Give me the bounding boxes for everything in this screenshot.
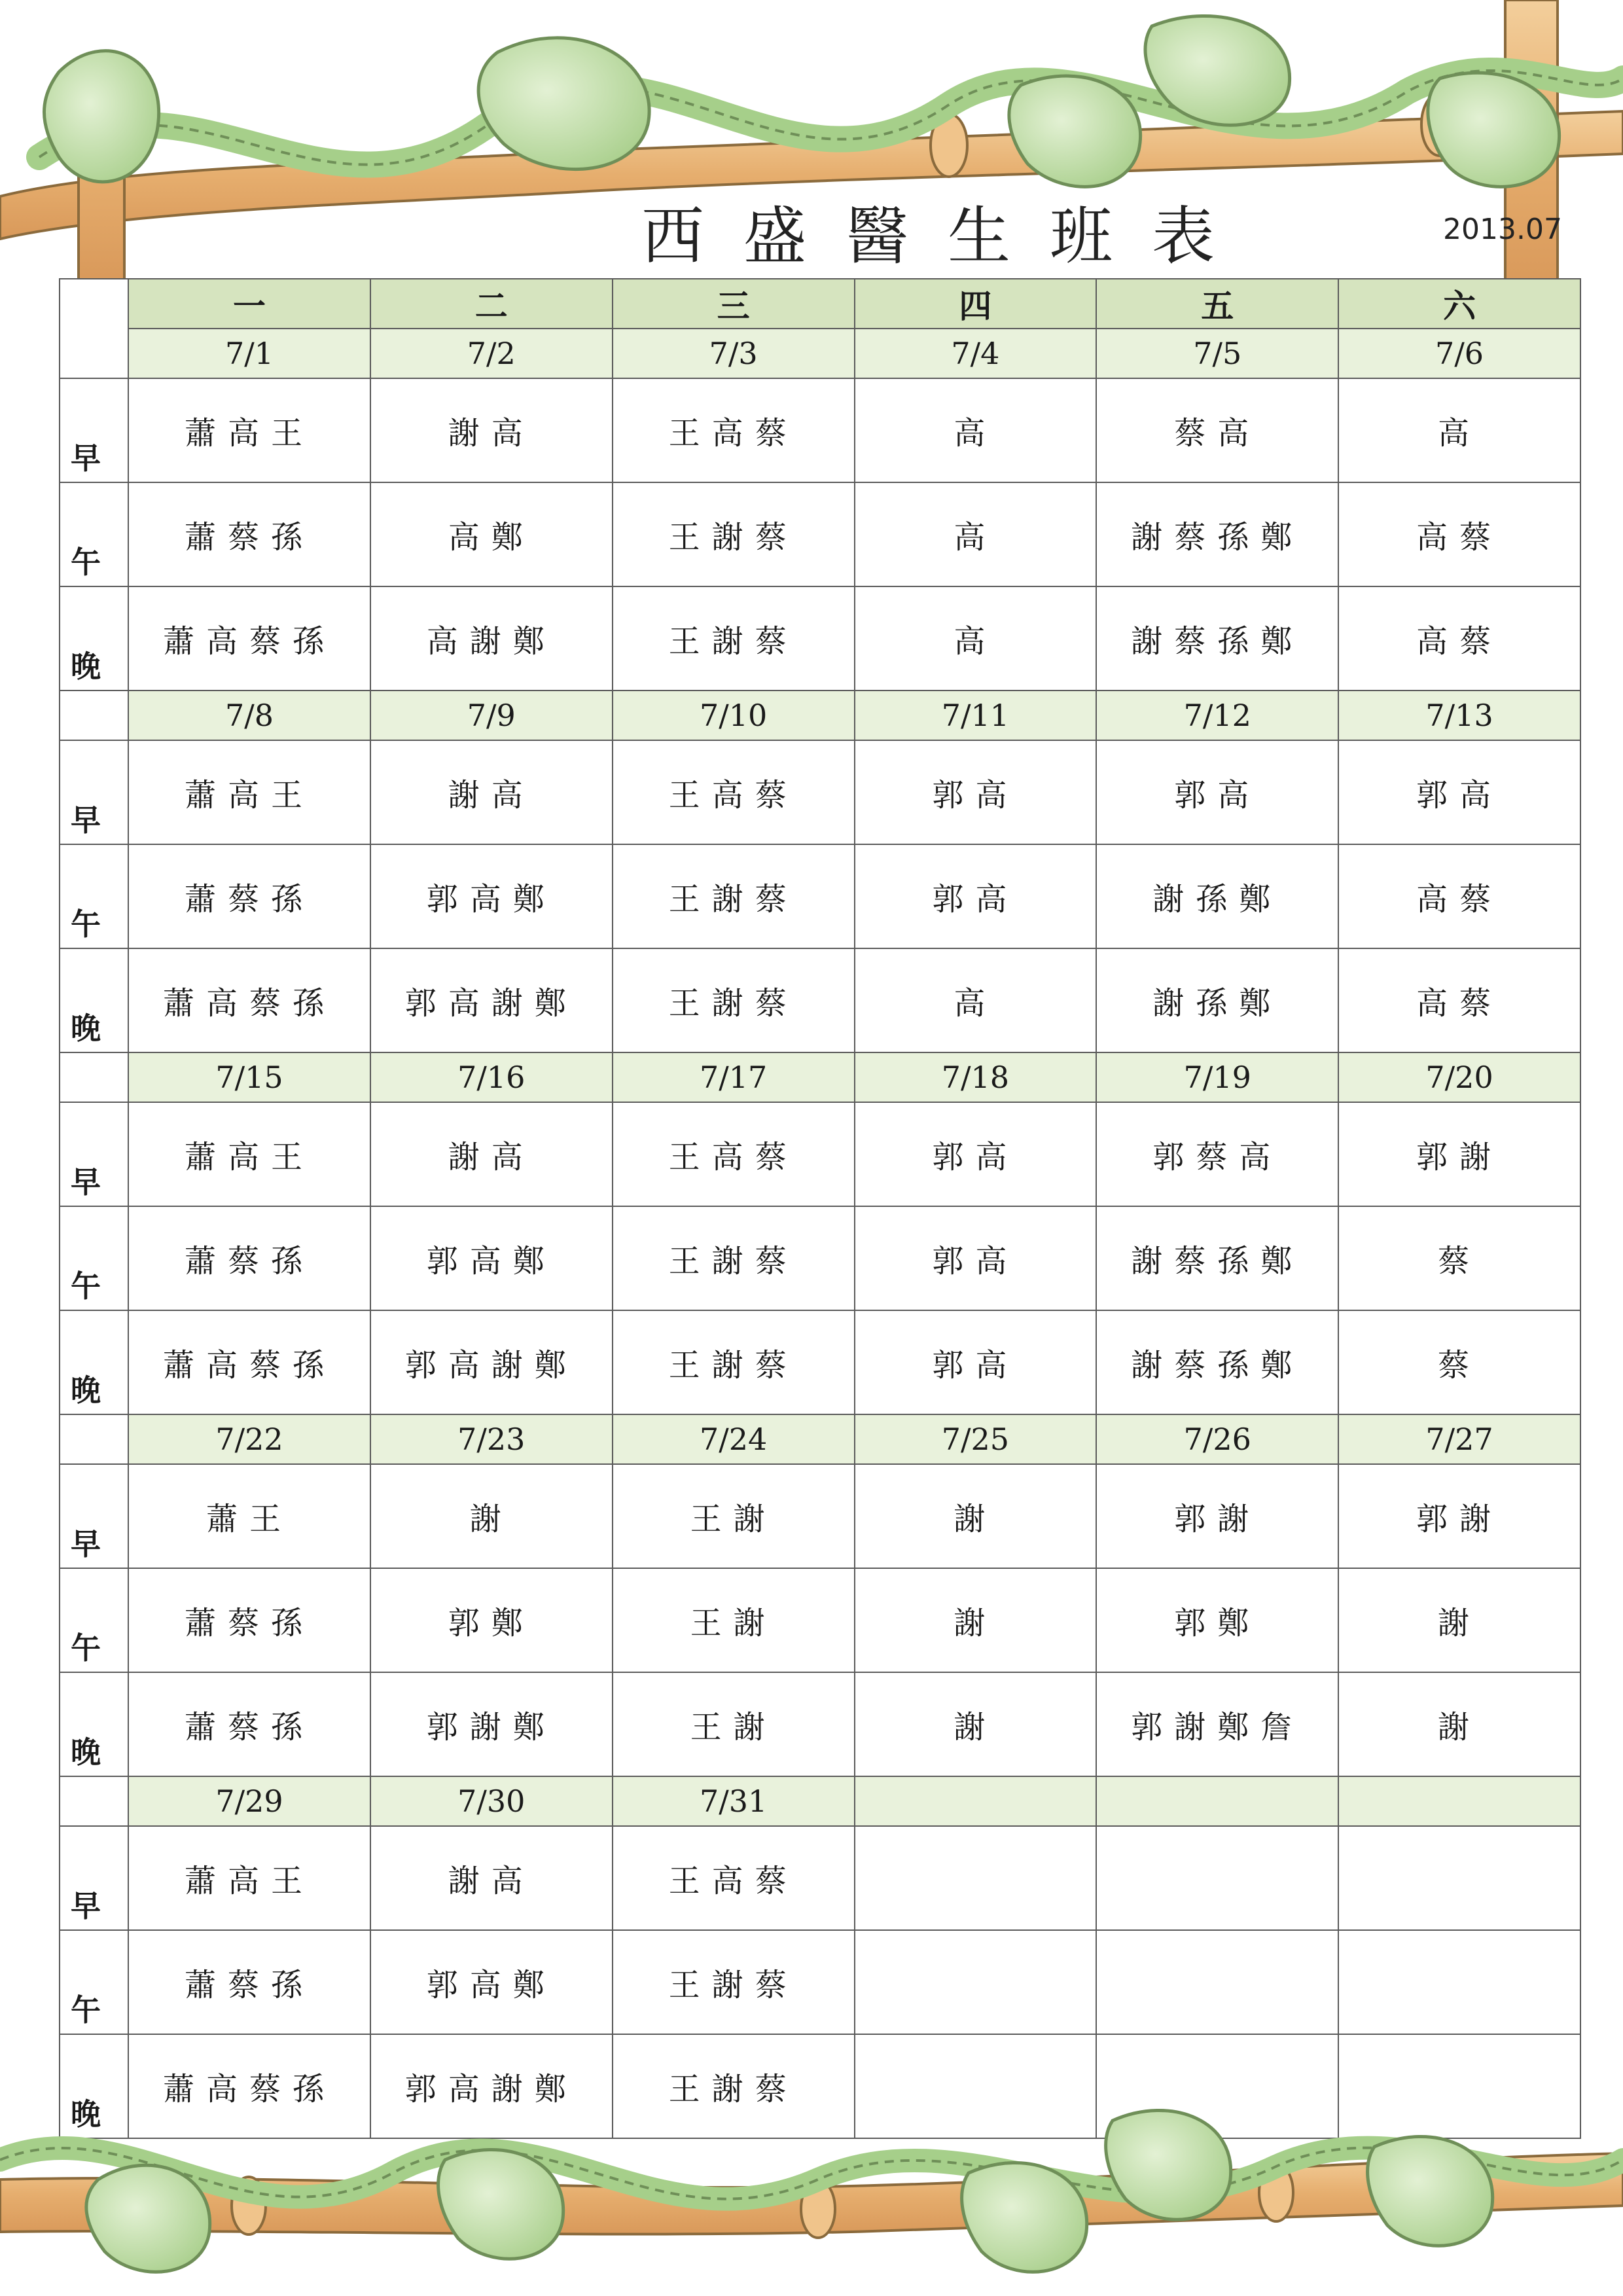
- shift-label: 晚: [60, 1672, 128, 1776]
- date-row: [60, 691, 1580, 740]
- date-cell: 7/11: [855, 691, 1097, 740]
- shift-row-afternoon: [60, 482, 1580, 586]
- date-cell: [855, 1776, 1097, 1826]
- shift-row-morning: [60, 740, 1580, 844]
- doctor-cell: 郭鄭: [370, 1568, 613, 1672]
- doctor-cell: 郭謝鄭: [370, 1672, 613, 1776]
- doctor-cell: 蕭高蔡孫: [128, 586, 370, 691]
- shift-label: 晚: [60, 586, 128, 691]
- doctor-cell-empty: [1338, 1930, 1580, 2034]
- shift-row-morning: [60, 378, 1580, 482]
- shift-row-afternoon: [60, 1930, 1580, 2034]
- doctor-cell: 謝: [370, 1464, 613, 1568]
- doctor-cell: 王謝蔡: [613, 1930, 855, 2034]
- date-cell: 7/8: [128, 691, 370, 740]
- doctor-cell-empty: [855, 1826, 1097, 1930]
- shift-row-morning: [60, 1464, 1580, 1568]
- weekday-header: 五: [1096, 279, 1338, 329]
- doctor-cell: 謝: [855, 1464, 1097, 1568]
- shift-row-evening: [60, 586, 1580, 691]
- doctor-cell: 謝: [1338, 1672, 1580, 1776]
- shift-label: 早: [60, 1826, 128, 1930]
- date-row: [60, 329, 1580, 378]
- date-row-side: [60, 1414, 128, 1464]
- doctor-cell: 郭高: [855, 740, 1097, 844]
- shift-label: 午: [60, 844, 128, 948]
- doctor-cell: 謝高: [370, 1826, 613, 1930]
- doctor-cell: 王高蔡: [613, 1826, 855, 1930]
- shift-row-afternoon: [60, 1206, 1580, 1310]
- date-row-side: [60, 1052, 128, 1102]
- date-cell: 7/25: [855, 1414, 1097, 1464]
- shift-label: 早: [60, 1102, 128, 1206]
- shift-row-afternoon: [60, 844, 1580, 948]
- doctor-cell-empty: [1096, 1930, 1338, 2034]
- doctor-cell: 王謝蔡: [613, 844, 855, 948]
- date-cell: 7/17: [613, 1052, 855, 1102]
- doctor-cell: 高蔡: [1338, 948, 1580, 1052]
- doctor-cell: 王謝: [613, 1672, 855, 1776]
- date-cell: 7/30: [370, 1776, 613, 1826]
- doctor-cell: 蕭王: [128, 1464, 370, 1568]
- shift-label: 晚: [60, 948, 128, 1052]
- shift-label: 午: [60, 1930, 128, 2034]
- date-row-side: [60, 691, 128, 740]
- date-cell: 7/31: [613, 1776, 855, 1826]
- shift-row-morning: [60, 1102, 1580, 1206]
- doctor-cell: 蕭蔡孫: [128, 1206, 370, 1310]
- shift-label: 午: [60, 1568, 128, 1672]
- vine-border-bottom: [0, 2081, 1623, 2296]
- shift-label: 早: [60, 378, 128, 482]
- weekday-header: 六: [1338, 279, 1580, 329]
- date-cell: 7/6: [1338, 329, 1580, 378]
- doctor-cell-empty: [1096, 1826, 1338, 1930]
- schedule-table: [59, 278, 1581, 2139]
- doctor-cell: 王謝: [613, 1464, 855, 1568]
- doctor-cell: 郭高: [855, 1206, 1097, 1310]
- doctor-cell: 郭高謝鄭: [370, 2034, 613, 2138]
- doctor-cell: 郭高鄭: [370, 844, 613, 948]
- date-cell: 7/24: [613, 1414, 855, 1464]
- doctor-cell: 謝高: [370, 378, 613, 482]
- doctor-cell: 郭謝: [1338, 1464, 1580, 1568]
- doctor-cell: 蕭高蔡孫: [128, 948, 370, 1052]
- doctor-cell: 蕭蔡孫: [128, 1672, 370, 1776]
- shift-row-evening: [60, 1310, 1580, 1414]
- date-cell: 7/15: [128, 1052, 370, 1102]
- date-cell: 7/23: [370, 1414, 613, 1464]
- date-cell: 7/26: [1096, 1414, 1338, 1464]
- weekday-header: 三: [613, 279, 855, 329]
- doctor-cell: 王謝蔡: [613, 1310, 855, 1414]
- doctor-cell: 王謝蔡: [613, 586, 855, 691]
- shift-row-morning: [60, 1826, 1580, 1930]
- shift-label: 晚: [60, 2034, 128, 2138]
- shift-row-afternoon: [60, 1568, 1580, 1672]
- doctor-cell: 蔡: [1338, 1310, 1580, 1414]
- corner-cell: [60, 279, 128, 378]
- date-cell: 7/2: [370, 329, 613, 378]
- doctor-cell: 郭高鄭: [370, 1206, 613, 1310]
- date-cell: 7/5: [1096, 329, 1338, 378]
- doctor-cell: 謝蔡孫鄭: [1096, 1310, 1338, 1414]
- doctor-cell: 高: [1338, 378, 1580, 482]
- doctor-cell: 高鄭: [370, 482, 613, 586]
- page-title: 西盛醫生班表: [641, 200, 1254, 273]
- date-row: [60, 1052, 1580, 1102]
- shift-label: 午: [60, 1206, 128, 1310]
- doctor-cell: 高謝鄭: [370, 586, 613, 691]
- date-cell: 7/13: [1338, 691, 1580, 740]
- doctor-cell: 郭高: [1338, 740, 1580, 844]
- doctor-cell: 蕭高蔡孫: [128, 1310, 370, 1414]
- doctor-cell-empty: [855, 1930, 1097, 2034]
- date-cell: 7/3: [613, 329, 855, 378]
- doctor-cell: 蕭高王: [128, 1102, 370, 1206]
- doctor-cell: 郭高: [855, 1310, 1097, 1414]
- shift-label: 早: [60, 740, 128, 844]
- doctor-cell: 高蔡: [1338, 482, 1580, 586]
- doctor-cell: 高: [855, 482, 1097, 586]
- doctor-cell: 蕭蔡孫: [128, 1930, 370, 2034]
- doctor-cell: 高: [855, 948, 1097, 1052]
- doctor-cell: 謝蔡孫鄭: [1096, 586, 1338, 691]
- date-cell: 7/29: [128, 1776, 370, 1826]
- shift-row-evening: [60, 948, 1580, 1052]
- doctor-cell: 蕭高王: [128, 1826, 370, 1930]
- shift-row-evening: [60, 1672, 1580, 1776]
- doctor-cell: 謝: [1338, 1568, 1580, 1672]
- date-cell: 7/22: [128, 1414, 370, 1464]
- weekday-header: 二: [370, 279, 613, 329]
- doctor-cell: 郭謝鄭詹: [1096, 1672, 1338, 1776]
- doctor-cell: 蔡: [1338, 1206, 1580, 1310]
- doctor-cell: 蕭蔡孫: [128, 844, 370, 948]
- date-cell: 7/1: [128, 329, 370, 378]
- doctor-cell: 蔡高: [1096, 378, 1338, 482]
- doctor-cell: 郭高: [855, 844, 1097, 948]
- doctor-cell: 謝蔡孫鄭: [1096, 482, 1338, 586]
- doctor-cell: 郭謝: [1338, 1102, 1580, 1206]
- doctor-cell: 謝孫鄭: [1096, 844, 1338, 948]
- doctor-cell: 王謝蔡: [613, 2034, 855, 2138]
- doctor-cell-empty: [1338, 1826, 1580, 1930]
- doctor-cell: 謝孫鄭: [1096, 948, 1338, 1052]
- doctor-cell: 郭蔡高: [1096, 1102, 1338, 1206]
- doctor-cell: 郭鄭: [1096, 1568, 1338, 1672]
- date-row-side: [60, 1776, 128, 1826]
- doctor-cell: 蕭高王: [128, 378, 370, 482]
- date-cell: 7/20: [1338, 1052, 1580, 1102]
- weekday-header: 一: [128, 279, 370, 329]
- date-cell: 7/27: [1338, 1414, 1580, 1464]
- doctor-cell: 王謝蔡: [613, 482, 855, 586]
- date-cell: 7/10: [613, 691, 855, 740]
- doctor-cell: 王謝: [613, 1568, 855, 1672]
- shift-label: 早: [60, 1464, 128, 1568]
- doctor-cell: 王高蔡: [613, 740, 855, 844]
- date-row: [60, 1776, 1580, 1826]
- doctor-cell: 高: [855, 378, 1097, 482]
- doctor-cell: 郭高謝鄭: [370, 948, 613, 1052]
- weekday-header: 四: [855, 279, 1097, 329]
- date-cell: 7/16: [370, 1052, 613, 1102]
- doctor-cell: 王高蔡: [613, 378, 855, 482]
- doctor-cell: 蕭蔡孫: [128, 482, 370, 586]
- doctor-cell: 謝蔡孫鄭: [1096, 1206, 1338, 1310]
- date-row: [60, 1414, 1580, 1464]
- shift-label: 晚: [60, 1310, 128, 1414]
- doctor-cell: 王高蔡: [613, 1102, 855, 1206]
- doctor-cell: 蕭高王: [128, 740, 370, 844]
- doctor-cell: 謝: [855, 1568, 1097, 1672]
- doctor-cell: 高蔡: [1338, 586, 1580, 691]
- date-code: 2013.07: [1443, 213, 1562, 246]
- doctor-cell: 謝高: [370, 740, 613, 844]
- shift-label: 午: [60, 482, 128, 586]
- date-cell: 7/4: [855, 329, 1097, 378]
- weekday-header-row: [60, 279, 1580, 329]
- doctor-cell: 蕭蔡孫: [128, 1568, 370, 1672]
- doctor-cell: 郭高謝鄭: [370, 1310, 613, 1414]
- doctor-cell: 郭高鄭: [370, 1930, 613, 2034]
- date-cell: [1338, 1776, 1580, 1826]
- doctor-cell: 郭高: [1096, 740, 1338, 844]
- date-cell: 7/9: [370, 691, 613, 740]
- doctor-cell: 高蔡: [1338, 844, 1580, 948]
- date-cell: 7/19: [1096, 1052, 1338, 1102]
- doctor-cell: 高: [855, 586, 1097, 691]
- doctor-cell: 謝高: [370, 1102, 613, 1206]
- date-cell: [1096, 1776, 1338, 1826]
- date-cell: 7/18: [855, 1052, 1097, 1102]
- doctor-cell: 郭高: [855, 1102, 1097, 1206]
- doctor-cell: 王謝蔡: [613, 1206, 855, 1310]
- date-cell: 7/12: [1096, 691, 1338, 740]
- doctor-cell: 郭謝: [1096, 1464, 1338, 1568]
- doctor-cell: 蕭高蔡孫: [128, 2034, 370, 2138]
- doctor-cell: 王謝蔡: [613, 948, 855, 1052]
- doctor-cell: 謝: [855, 1672, 1097, 1776]
